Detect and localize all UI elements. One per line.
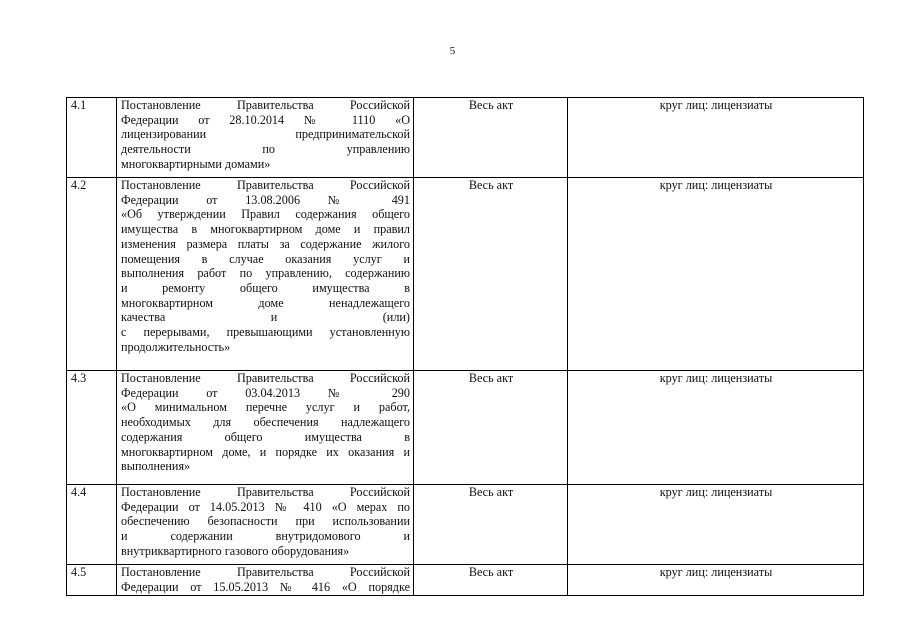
act-text-line: многоквартирными домами» — [121, 156, 271, 171]
act-description — [117, 565, 414, 596]
page-number: 5 — [449, 45, 456, 57]
act-scope: Весь акт — [414, 485, 568, 565]
act-text-line: Федерации от 03.04.2013 № 290 — [121, 385, 410, 400]
act-text-line: Постановление Правительства Российской — [121, 565, 410, 579]
act-text-line: изменения размера платы за содержание жилого — [121, 236, 410, 251]
act-text-line: и ремонту общего имущества в — [121, 280, 410, 295]
act-description — [117, 371, 414, 485]
act-text-line: Постановление Правительства Российской — [121, 485, 410, 499]
act-scope: Весь акт — [414, 565, 568, 596]
act-text-line: выполнения» — [121, 459, 191, 474]
act-text-line: Постановление Правительства Российской — [121, 178, 410, 192]
act-text-line: многоквартирном доме ненадлежащего — [121, 295, 410, 310]
act-text-line: Федерации от 14.05.2013 № 410 «О мерах по — [121, 499, 410, 514]
act-text-line: с перерывами, превышающими установленную — [121, 325, 410, 340]
persons-circle: круг лиц: лицензиаты — [568, 98, 864, 178]
act-text-line: Постановление Правительства Российской — [121, 371, 410, 385]
act-text-line: Федерации от 15.05.2013 № 416 «О порядке — [121, 579, 410, 594]
table-row — [67, 565, 864, 596]
persons-circle: круг лиц: лицензиаты — [568, 485, 864, 565]
act-text-line: «О минимальном перечне услуг и работ, — [121, 400, 410, 415]
act-text-line: внутриквартирного газового оборудования» — [121, 543, 350, 558]
act-text-line: и содержании внутридомового и — [121, 529, 410, 544]
act-scope: Весь акт — [414, 98, 568, 178]
regulatory-acts-table — [66, 97, 864, 596]
row-number: 4.2 — [67, 178, 117, 371]
act-description — [117, 178, 414, 371]
act-text-line: «Об утверждении Правил содержания общего — [121, 207, 410, 222]
row-number: 4.1 — [67, 98, 117, 178]
table-row — [67, 371, 864, 485]
act-text-line: Федерации от 13.08.2006 № 491 — [121, 192, 410, 207]
act-text-line: содержания общего имущества в — [121, 429, 410, 444]
act-text-line: деятельности по управлению — [121, 142, 410, 157]
act-text-line: обеспечению безопасности при использовании — [121, 514, 410, 529]
table-row — [67, 178, 864, 371]
act-text-line: качества и (или) — [121, 310, 410, 325]
persons-circle: круг лиц: лицензиаты — [568, 371, 864, 485]
act-text-line: лицензировании предпринимательской — [121, 127, 410, 142]
row-number: 4.3 — [67, 371, 117, 485]
row-number: 4.4 — [67, 485, 117, 565]
table-row — [67, 485, 864, 565]
act-description — [117, 98, 414, 178]
act-text-line: помещения в случае оказания услуг и — [121, 251, 410, 266]
act-text-line: Федерации от 28.10.2014 № 1110 «О — [121, 112, 410, 127]
act-scope: Весь акт — [414, 371, 568, 485]
act-description — [117, 485, 414, 565]
act-text-line: выполнения работ по управлению, содержанию — [121, 266, 410, 281]
act-text-line: Постановление Правительства Российской — [121, 98, 410, 112]
act-text-line: необходимых для обеспечения надлежащего — [121, 415, 410, 430]
table-row — [67, 98, 864, 178]
act-scope: Весь акт — [414, 178, 568, 371]
row-number: 4.5 — [67, 565, 117, 596]
persons-circle: круг лиц: лицензиаты — [568, 565, 864, 596]
act-text-line: многоквартирном доме, и порядке их оказания и — [121, 444, 410, 459]
act-text-line: продолжительность» — [121, 339, 231, 354]
persons-circle: круг лиц: лицензиаты — [568, 178, 864, 371]
act-text-line: имущества в многоквартирном доме и правил — [121, 222, 410, 237]
